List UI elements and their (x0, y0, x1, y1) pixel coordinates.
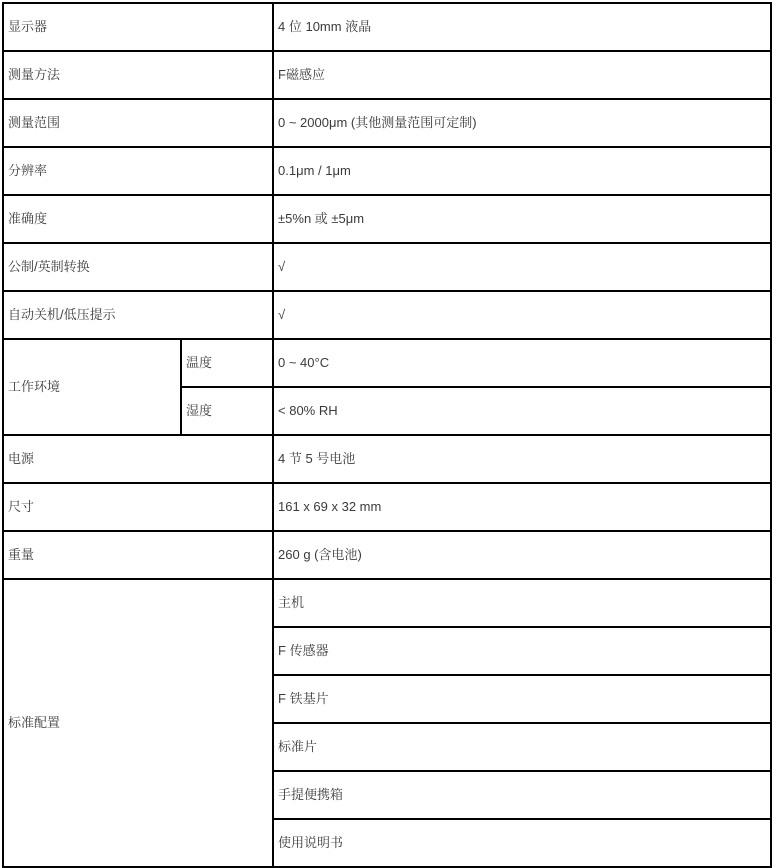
spec-sublabel-temperature: 温度 (181, 339, 273, 387)
spec-value-config-item: F 铁基片 (273, 675, 771, 723)
table-row (3, 243, 771, 291)
spec-value-display: 4 位 10mm 液晶 (273, 3, 771, 51)
spec-value-config-item: 主机 (273, 579, 771, 627)
spec-label-power: 电源 (3, 435, 273, 483)
spec-value-weight: 260 g (含电池) (273, 531, 771, 579)
spec-value-method: F磁感应 (273, 51, 771, 99)
table-row (3, 51, 771, 99)
spec-label-environment: 工作环境 (3, 339, 181, 435)
spec-label-range: 测量范围 (3, 99, 273, 147)
spec-value-unit-conversion: √ (273, 243, 771, 291)
spec-label-auto-off: 自动关机/低压提示 (3, 291, 273, 339)
product-spec-table (2, 2, 772, 868)
table-row (3, 483, 771, 531)
spec-value-auto-off: √ (273, 291, 771, 339)
table-row (3, 339, 771, 387)
spec-label-resolution: 分辨率 (3, 147, 273, 195)
spec-label-dimensions: 尺寸 (3, 483, 273, 531)
spec-value-config-item: 使用说明书 (273, 819, 771, 867)
table-row (3, 195, 771, 243)
table-row (3, 531, 771, 579)
table-row (3, 579, 771, 627)
spec-value-humidity: < 80% RH (273, 387, 771, 435)
spec-label-unit-conversion: 公制/英制转换 (3, 243, 273, 291)
spec-value-power: 4 节 5 号电池 (273, 435, 771, 483)
spec-label-weight: 重量 (3, 531, 273, 579)
spec-label-method: 测量方法 (3, 51, 273, 99)
spec-value-dimensions: 161 x 69 x 32 mm (273, 483, 771, 531)
spec-value-config-item: 标准片 (273, 723, 771, 771)
table-row (3, 435, 771, 483)
spec-label-accuracy: 准确度 (3, 195, 273, 243)
spec-value-resolution: 0.1μm / 1μm (273, 147, 771, 195)
spec-value-temperature: 0 ~ 40°C (273, 339, 771, 387)
spec-sublabel-humidity: 湿度 (181, 387, 273, 435)
table-row (3, 291, 771, 339)
spec-label-standard-config: 标准配置 (3, 579, 273, 867)
table-row (3, 99, 771, 147)
spec-value-config-item: F 传感器 (273, 627, 771, 675)
spec-label-display: 显示器 (3, 3, 273, 51)
table-row (3, 147, 771, 195)
table-row (3, 3, 771, 51)
spec-value-accuracy: ±5%n 或 ±5μm (273, 195, 771, 243)
spec-value-config-item: 手提便携箱 (273, 771, 771, 819)
spec-value-range: 0 ~ 2000μm (其他测量范围可定制) (273, 99, 771, 147)
